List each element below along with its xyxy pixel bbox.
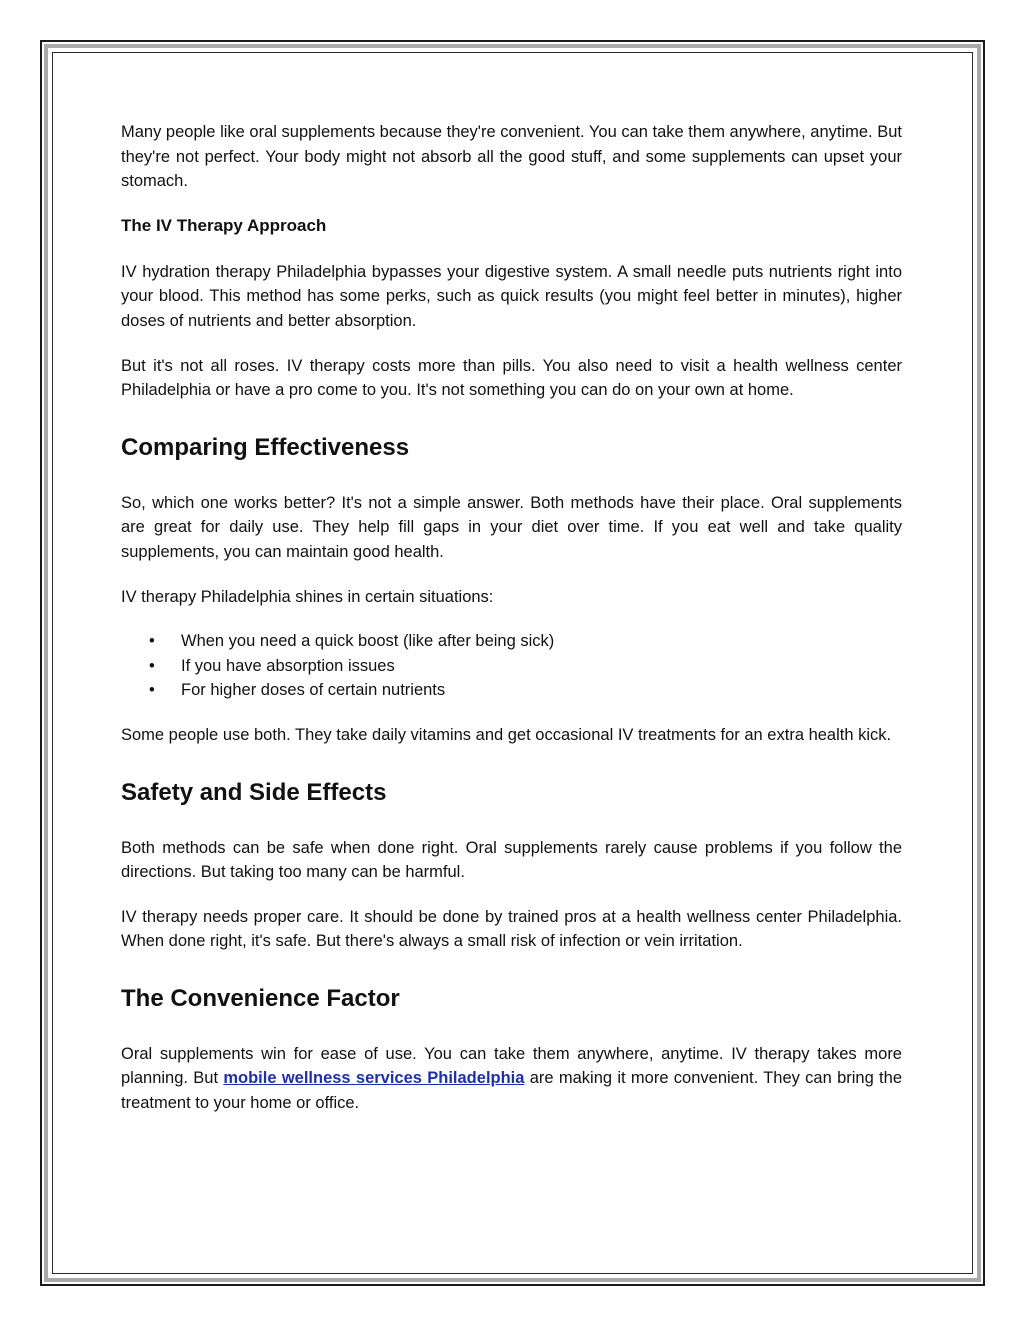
paragraph-iv-shines: IV therapy Philadelphia shines in certain situations: xyxy=(121,587,494,606)
bullet-icon: • xyxy=(149,632,155,651)
paragraph-iv-hydration: IV hydration therapy Philadelphia bypasses your digestive system. A small needle puts nutrients right into your blood. This method has some perks, such as quick results (you might feel better in minutes), higher doses of nutrients and better absorption. xyxy=(121,262,902,330)
paragraph-convenience xyxy=(121,1042,902,1116)
heading-comparing-effectiveness: Comparing Effectiveness xyxy=(121,433,410,461)
heading-convenience-factor: The Convenience Factor xyxy=(121,984,400,1012)
paragraph-convenience-start: Oral supplements win for ease of use. You can take them anywhere, anytime. IV therapy takes more planning. But xyxy=(121,1044,902,1088)
subheading-iv-therapy-approach: The IV Therapy Approach xyxy=(121,215,327,235)
list-item xyxy=(149,629,902,654)
situations-list xyxy=(121,629,902,703)
list-item-text: If you have absorption issues xyxy=(181,656,395,675)
paragraph-oral-intro: Many people like oral supplements because they're convenient. You can take them anywhere, anytime. But they're not perfect. Your body might not absorb all the good stuff, and some supplements can upset your stomach. xyxy=(121,123,902,191)
paragraph-not-all-roses: But it's not all roses. IV therapy costs more than pills. You also need to visit a health wellness center Philadelphia or have a pro come to you. It's not something you can do on your own at home. xyxy=(121,356,902,400)
paragraph-which-works-better: So, which one works better? It's not a simple answer. Both methods have their place. Oral supplements are great for daily use. They help fill gaps in your diet over time. If you eat well and take quality supplements, you can maintain good health. xyxy=(121,493,902,561)
list-item-text: When you need a quick boost (like after being sick) xyxy=(181,632,555,651)
bullet-icon: • xyxy=(149,681,155,700)
paragraph-both-safe: Both methods can be safe when done right. Oral supplements rarely cause problems if you follow the directions. But taking too many can be harmful. xyxy=(121,838,902,882)
list-item-text: For higher doses of certain nutrients xyxy=(181,681,446,700)
document-body xyxy=(121,120,902,1136)
heading-safety-side-effects: Safety and Side Effects xyxy=(121,778,387,806)
paragraph-convenience-end: are making it more convenient. They can bring the treatment to your home or office. xyxy=(121,1069,902,1113)
mobile-wellness-services-link[interactable]: mobile wellness services Philadelphia xyxy=(223,1069,525,1088)
bullet-icon: • xyxy=(149,656,155,675)
paragraph-use-both: Some people use both. They take daily vitamins and get occasional IV treatments for an extra health kick. xyxy=(121,725,892,744)
list-item xyxy=(149,654,902,679)
paragraph-iv-proper-care: IV therapy needs proper care. It should be done by trained pros at a health wellness center Philadelphia. When done right, it's safe. But there's always a small risk of infection or vein irritation. xyxy=(121,907,902,951)
list-item xyxy=(149,678,902,703)
